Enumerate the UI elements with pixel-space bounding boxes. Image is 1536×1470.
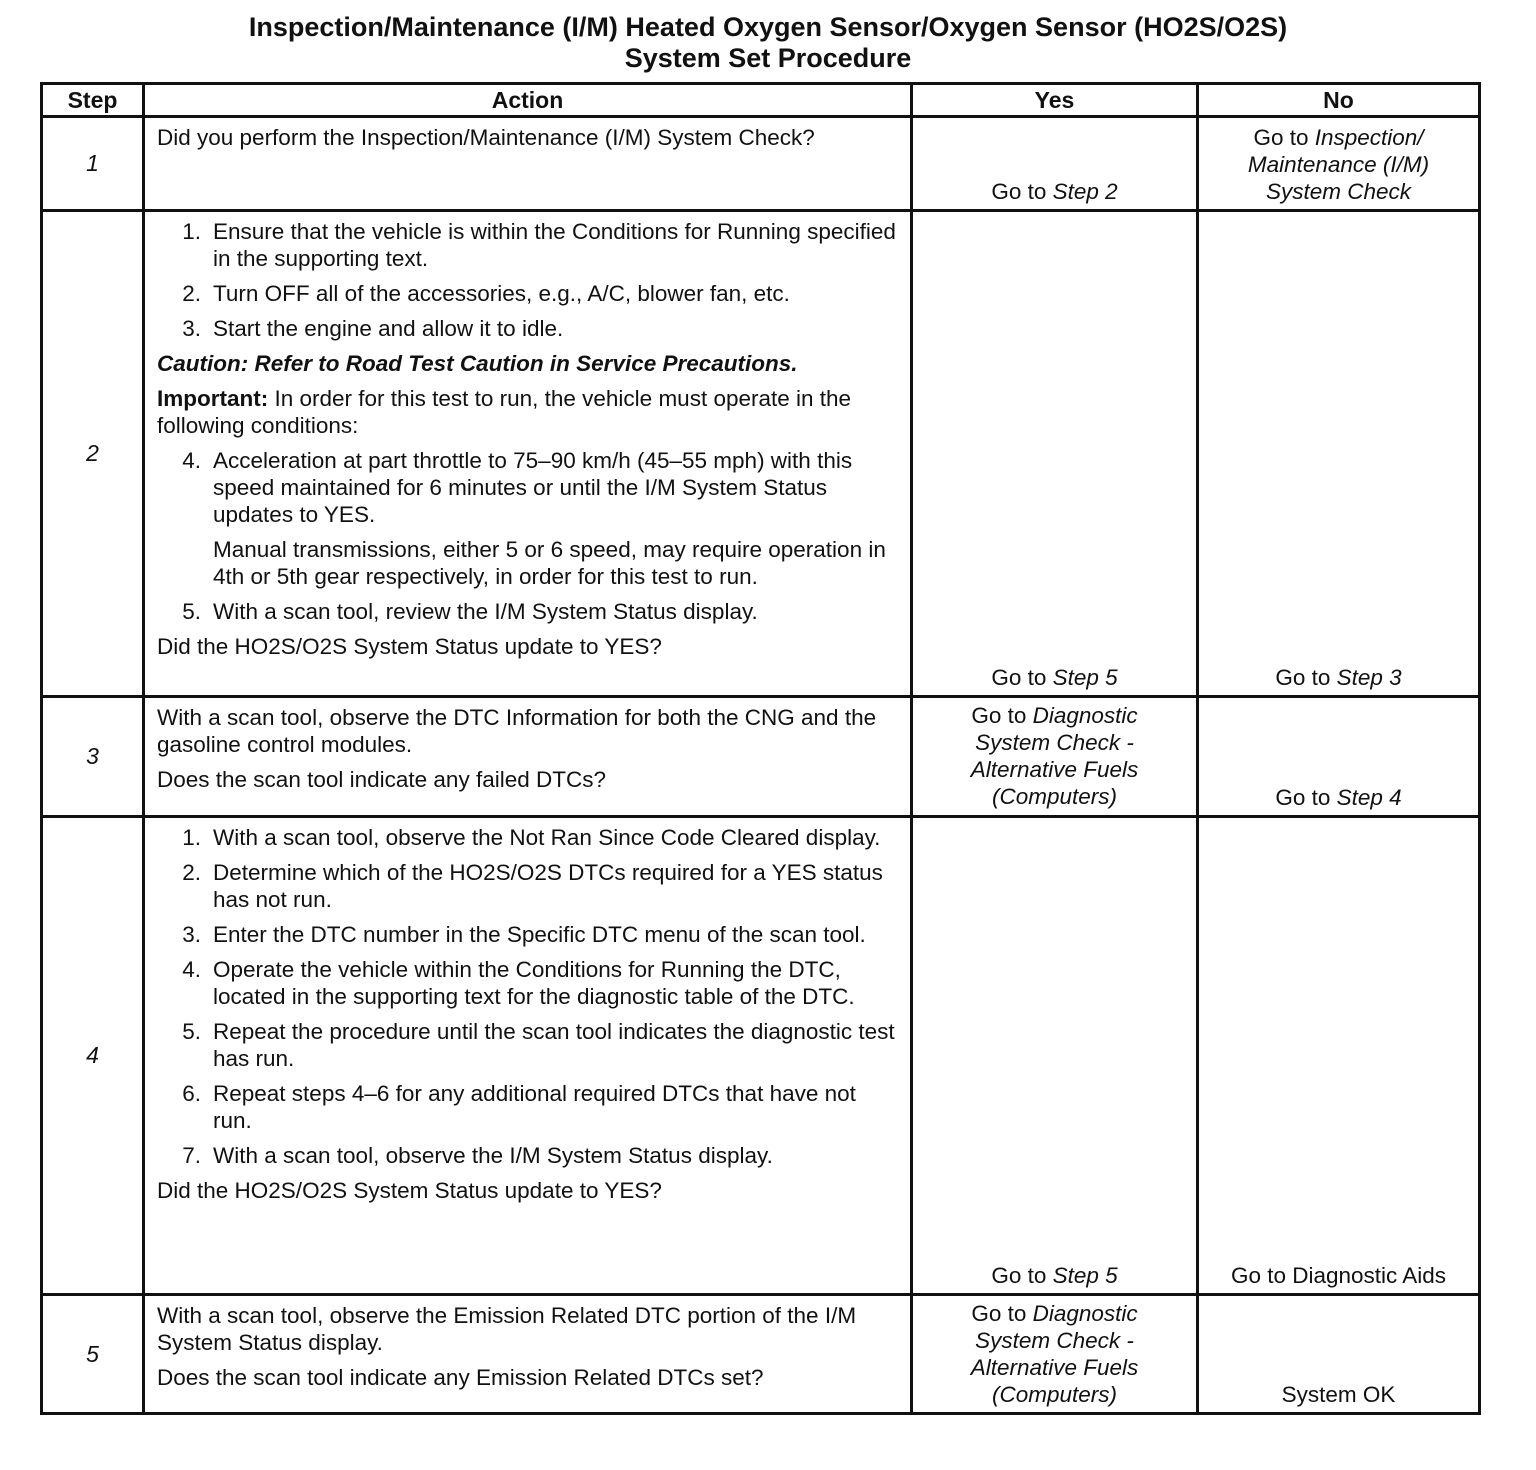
list-item: 4. Acceleration at part throttle to 75–90 km/h (45–55 mph) with this speed maintained for 6 minutes or until the I/M System Status updates to YES.: [182, 448, 853, 527]
yes-line-4[interactable]: (Computers): [991, 784, 1118, 809]
yes-line-2[interactable]: System Check -: [975, 730, 1134, 755]
list-item: 4. Operate the vehicle within the Conditions for Running the DTC, located in the supporting text for the diagnostic table of the DTC.: [182, 957, 855, 1009]
no-cell: [1198, 817, 1480, 1295]
action-cell: [144, 117, 912, 211]
no-cell: Go to Step 4: [1198, 697, 1480, 817]
step-number: 4: [42, 817, 144, 1295]
table-row-step-1: [42, 117, 1480, 211]
title-line-1: Inspection/Maintenance (I/M) Heated Oxygen Sensor/Oxygen Sensor (HO2S/O2S): [248, 12, 1288, 42]
action-cell: [144, 1295, 912, 1414]
question-text: Did the HO2S/O2S System Status update to YES?: [157, 634, 662, 659]
no-step-link[interactable]: Step 3: [1336, 665, 1402, 690]
step-number: 5: [42, 1295, 144, 1414]
question-text: Does the scan tool indicate any failed DTCs?: [157, 767, 606, 792]
important-note: Important: In order for this test to run, the vehicle must operate in the following conditions:: [157, 386, 852, 438]
caution-note: Caution: Refer to Road Test Caution in Service Precautions.: [157, 351, 798, 376]
yes-cell: Go to Step 5: [912, 211, 1198, 697]
step-number: 1: [42, 117, 144, 211]
yes-step-link[interactable]: Step 5: [1052, 1263, 1118, 1288]
question-text: Does the scan tool indicate any Emission Related DTCs set?: [157, 1365, 764, 1390]
list-item: 5. Repeat the procedure until the scan tool indicates the diagnostic test has run.: [182, 1019, 895, 1071]
no-cell: Go to Step 3: [1198, 211, 1480, 697]
no-line-3[interactable]: System Check: [1265, 179, 1412, 204]
list-item: 1. Ensure that the vehicle is within the Conditions for Running specified in the supporting text.: [182, 219, 896, 271]
yes-cell: [912, 117, 1198, 211]
table-row-step-4: [42, 817, 1480, 1295]
no-line-1[interactable]: Go to Inspection/: [1253, 125, 1424, 150]
no-diagnostic-aids-link[interactable]: Go to Diagnostic Aids: [1230, 1263, 1447, 1288]
page-title: [0, 12, 1536, 74]
list-item: 5. With a scan tool, review the I/M System Status display.: [182, 599, 758, 624]
yes-line-3[interactable]: Alternative Fuels: [970, 757, 1139, 782]
yes-step-link[interactable]: Step 2: [1052, 179, 1118, 204]
question-text: Did you perform the Inspection/Maintenance (I/M) System Check?: [157, 125, 815, 150]
list-item: 1. With a scan tool, observe the Not Ran Since Code Cleared display.: [182, 825, 881, 850]
no-step-link[interactable]: Step 4: [1336, 785, 1402, 810]
yes-cell: Go to Step 5: [912, 817, 1198, 1295]
yes-line-1[interactable]: Go to Diagnostic: [971, 1301, 1138, 1326]
no-line-2[interactable]: Maintenance (I/M): [1247, 152, 1430, 177]
list-item: 3. Start the engine and allow it to idle.: [182, 316, 564, 341]
action-list: [157, 218, 900, 342]
action-cell: [144, 817, 912, 1295]
yes-line-2[interactable]: System Check -: [975, 1328, 1134, 1353]
list-item: 6. Repeat steps 4–6 for any additional required DTCs that have not run.: [182, 1081, 856, 1133]
question-text: Did the HO2S/O2S System Status update to YES?: [157, 1178, 662, 1203]
yes-step-link[interactable]: Step 5: [1052, 665, 1118, 690]
table-row-step-3: [42, 697, 1480, 817]
transmission-note: Manual transmissions, either 5 or 6 speed, may require operation in 4th or 5th gear respectively, in order for this test to run.: [213, 537, 886, 589]
action-text: With a scan tool, observe the DTC Information for both the CNG and the gasoline control modules.: [157, 705, 877, 757]
no-link-part-1: Inspection/: [1314, 125, 1424, 150]
action-text: With a scan tool, observe the Emission Related DTC portion of the I/M System Status display.: [157, 1303, 857, 1355]
header-step: Step: [42, 84, 144, 117]
list-item: 3. Enter the DTC number in the Specific DTC menu of the scan tool.: [182, 922, 866, 947]
header-yes: Yes: [912, 84, 1198, 117]
system-ok-text: System OK: [1281, 1382, 1396, 1407]
yes-prefix: Go to: [991, 179, 1053, 204]
list-item: 2. Turn OFF all of the accessories, e.g., A/C, blower fan, etc.: [182, 281, 790, 306]
no-cell: [1198, 1295, 1480, 1414]
step-number: 3: [42, 697, 144, 817]
table-row-step-2: [42, 211, 1480, 697]
no-cell: [1198, 117, 1480, 211]
yes-cell: [912, 1295, 1198, 1414]
table-header-row: [42, 84, 1480, 117]
yes-line-3[interactable]: Alternative Fuels: [970, 1355, 1139, 1380]
yes-line-1[interactable]: Go to Diagnostic: [971, 703, 1138, 728]
procedure-table: [40, 82, 1481, 1415]
action-list-final: [157, 598, 900, 625]
action-list-continued: [157, 447, 900, 528]
header-action: Action: [144, 84, 912, 117]
action-list: [157, 824, 900, 1169]
step-number: 2: [42, 211, 144, 697]
yes-cell: [912, 697, 1198, 817]
table-row-step-5: [42, 1295, 1480, 1414]
action-cell: [144, 211, 912, 697]
action-cell: [144, 697, 912, 817]
list-item: 7. With a scan tool, observe the I/M System Status display.: [182, 1143, 773, 1168]
yes-line-4[interactable]: (Computers): [991, 1382, 1118, 1407]
list-item: 2. Determine which of the HO2S/O2S DTCs required for a YES status has not run.: [182, 860, 883, 912]
header-no: No: [1198, 84, 1480, 117]
title-line-2: System Set Procedure: [624, 43, 912, 73]
